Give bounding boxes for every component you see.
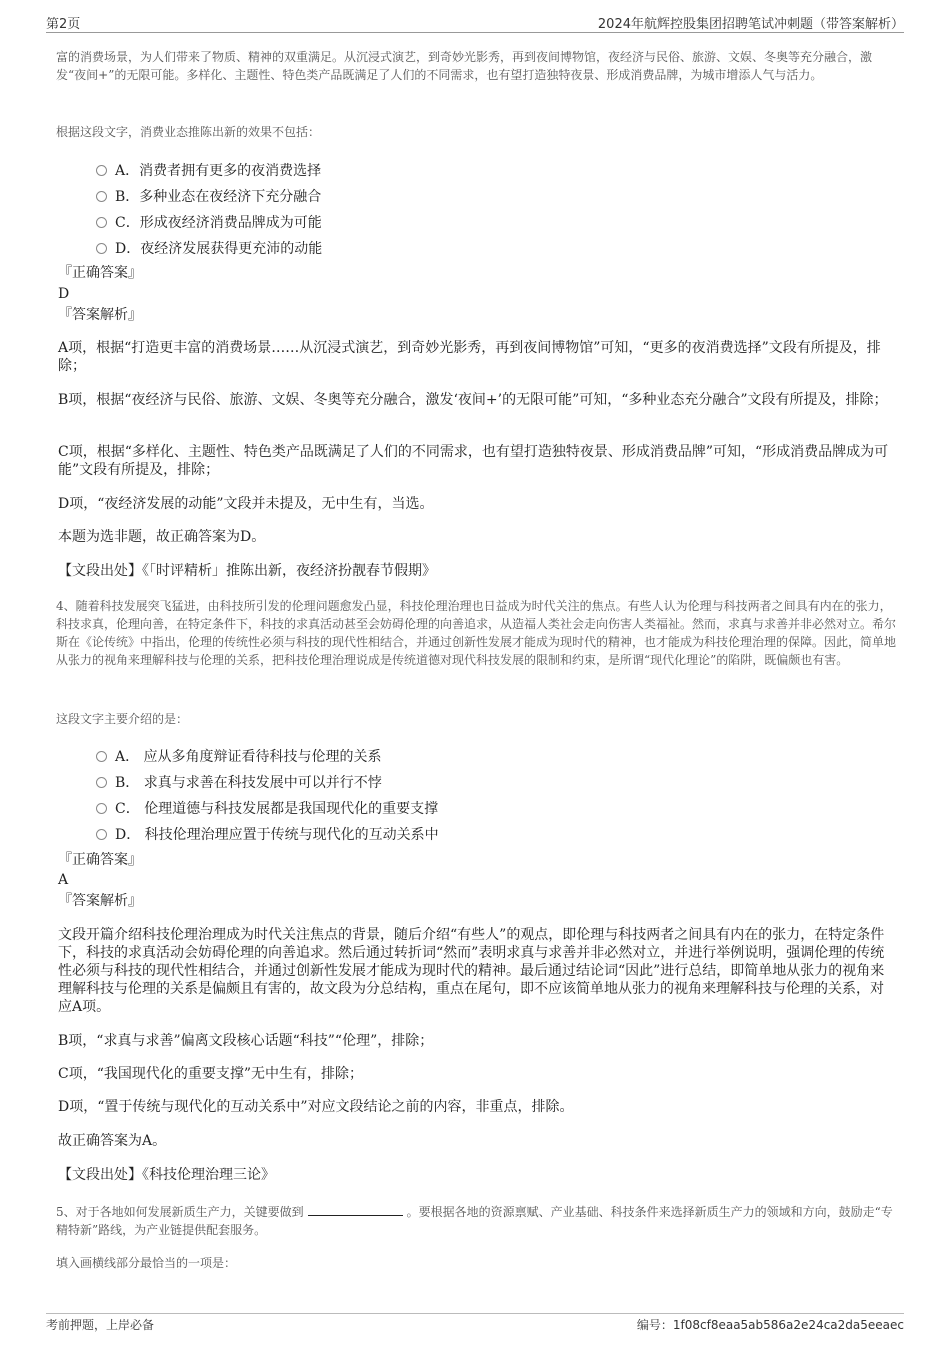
q4-option-d[interactable]: D． 科技伦理治理应置于传统与现代化的互动关系中 <box>96 824 439 844</box>
q5-passage: 5、对于各地如何发展新质生产力，关键要做到 。要根据各地的资源禀赋、产业基础、科技条件来选择新质生产力的领域和方向，鼓励走“专精特新”路线，为产业链提供配套服务。 <box>56 1205 893 1237</box>
q3-option-a[interactable]: A．消费者拥有更多的夜消费选择 <box>96 160 321 180</box>
q3-passage: 富的消费场景，为人们带来了物质、精神的双重满足。从沉浸式演艺，到奇妙光影秀，再到夜间博物馆，夜经济与民俗、旅游、文娱、冬奥等充分融合，激发“夜间+”的无限可能。多样化、主题性、特色类产品既满足了人们的不同需求，也有望打造独特夜景、形成消费品牌，为城市增添人气与活力。 <box>56 50 873 82</box>
q3-option-b[interactable]: B．多种业态在夜经济下充分融合 <box>96 186 321 206</box>
q4-stem: 这段文字主要介绍的是： <box>56 712 189 726</box>
q5-stem: 填入画横线部分最恰当的一项是： <box>56 1256 237 1270</box>
radio-icon[interactable] <box>96 803 107 814</box>
fill-blank <box>308 1203 403 1216</box>
q3-answer: D <box>58 286 70 302</box>
q3-analysis-c: C项，根据“多样化、主题性、特色类产品既满足了人们的不同需求，也有望打造独特夜景、形成消费品牌”可知，“形成消费品牌成为可能”文段有所提及，排除； <box>58 444 889 478</box>
page-number: 第2页 <box>46 17 81 32</box>
q3-option-c[interactable]: C．形成夜经济消费品牌成为可能 <box>96 212 322 232</box>
document-title: 2024年航辉控股集团招聘笔试冲刺题（带答案解析） <box>597 17 904 32</box>
q3-answer-label: 『正确答案』 <box>58 265 142 281</box>
radio-icon[interactable] <box>96 217 107 228</box>
q4-option-a[interactable]: A． 应从多角度辩证看待科技与伦理的关系 <box>96 746 382 766</box>
q3-option-d[interactable]: D．夜经济发展获得更充沛的动能 <box>96 238 322 258</box>
q4-passage: 4、随着科技发展突飞猛进，由科技所引发的伦理问题愈发凸显，科技伦理治理也日益成为时代关注的焦点。有些人认为伦理与科技两者之间具有内在的张力，科技求真，伦理向善，在特定条件下，科技的求真活动甚至会妨碍伦理的向善追求，从造福人类社会走向伤害人类福祉。然而，求真与求善并非必然对立。希尔斯在《论传统》中指出，伦理的传统性必须与科技的现代性相结合，并通过创新性发展才能成为现时代的精神，也才能成为科技伦理治理的保障。因此，简单地从张力的视角来理解科技与伦理的关系，把科技伦理治理说成是传统道德对现代科技发展的限制和约束，是所谓“现代化理论”的陷阱，既偏颇也有害。 <box>56 599 897 667</box>
q3-stem: 根据这段文字，消费业态推陈出新的效果不包括： <box>56 125 321 139</box>
document-code: 编号：1f08cf8eaa5ab586a2e24ca2da5eeaec <box>636 1318 904 1332</box>
footer-slogan: 考前押题，上岸必备 <box>46 1318 155 1332</box>
q4-source: 【文段出处】《科技伦理治理三论》 <box>58 1167 275 1183</box>
q4-analysis-label: 『答案解析』 <box>58 893 142 909</box>
q4-option-b[interactable]: B． 求真与求善在科技发展中可以并行不悖 <box>96 772 382 792</box>
radio-icon[interactable] <box>96 829 107 840</box>
q4-analysis-c: C项，“我国现代化的重要支撑”无中生有，排除； <box>58 1066 364 1082</box>
radio-icon[interactable] <box>96 191 107 202</box>
q4-conclusion: 故正确答案为A。 <box>58 1133 167 1149</box>
q4-analysis-main: 文段开篇介绍科技伦理治理成为时代关注焦点的背景，随后介绍“有些人”的观点，即伦理与科技两者之间具有内在的张力，在特定条件下，科技的求真活动会妨碍伦理的向善追求。然后通过转折词“然而”表明求真与求善并非必然对立，并进行举例说明，强调伦理的传统性必须与科技的现代性相结合，并通过创新性发展才能成为现时代的精神。最后通过结论词“因此”进行总结，即简单地从张力的视角来理解科技与伦理的关系是偏颇且有害的，故文段为分总结构，重点在尾句，即不应该简单地从张力的视角来理解科技与伦理的关系，对应A项。 <box>58 927 885 1015</box>
q3-analysis-b: B项，根据“夜经济与民俗、旅游、文娱、冬奥等充分融合，激发‘夜间+’的无限可能”可知，“多种业态充分融合”文段有所提及，排除； <box>58 392 888 408</box>
q3-analysis-d: D项，“夜经济发展的动能”文段并未提及，无中生有，当选。 <box>58 496 434 512</box>
radio-icon[interactable] <box>96 165 107 176</box>
page-header <box>46 10 904 33</box>
q3-analysis-a: A项，根据“打造更丰富的消费场景……从沉浸式演艺，到奇妙光影秀，再到夜间博物馆”可知，“更多的夜消费选择”文段有所提及，排除； <box>58 340 881 374</box>
page-footer <box>46 1313 904 1332</box>
q3-conclusion: 本题为选非题，故正确答案为D。 <box>58 529 266 545</box>
radio-icon[interactable] <box>96 751 107 762</box>
q4-analysis-b: B项，“求真与求善”偏离文段核心话题“科技”“伦理”，排除； <box>58 1033 434 1049</box>
q3-source: 【文段出处】《「时评精析」推陈出新，夜经济扮靓春节假期》 <box>58 563 436 579</box>
q3-analysis-label: 『答案解析』 <box>58 307 142 323</box>
radio-icon[interactable] <box>96 777 107 788</box>
q4-answer: A <box>58 872 69 888</box>
q4-option-c[interactable]: C． 伦理道德与科技发展都是我国现代化的重要支撑 <box>96 798 438 818</box>
radio-icon[interactable] <box>96 243 107 254</box>
q4-answer-label: 『正确答案』 <box>58 852 142 868</box>
q4-analysis-d: D项，“置于传统与现代化的互动关系中”对应文段结论之前的内容，非重点，排除。 <box>58 1099 574 1115</box>
